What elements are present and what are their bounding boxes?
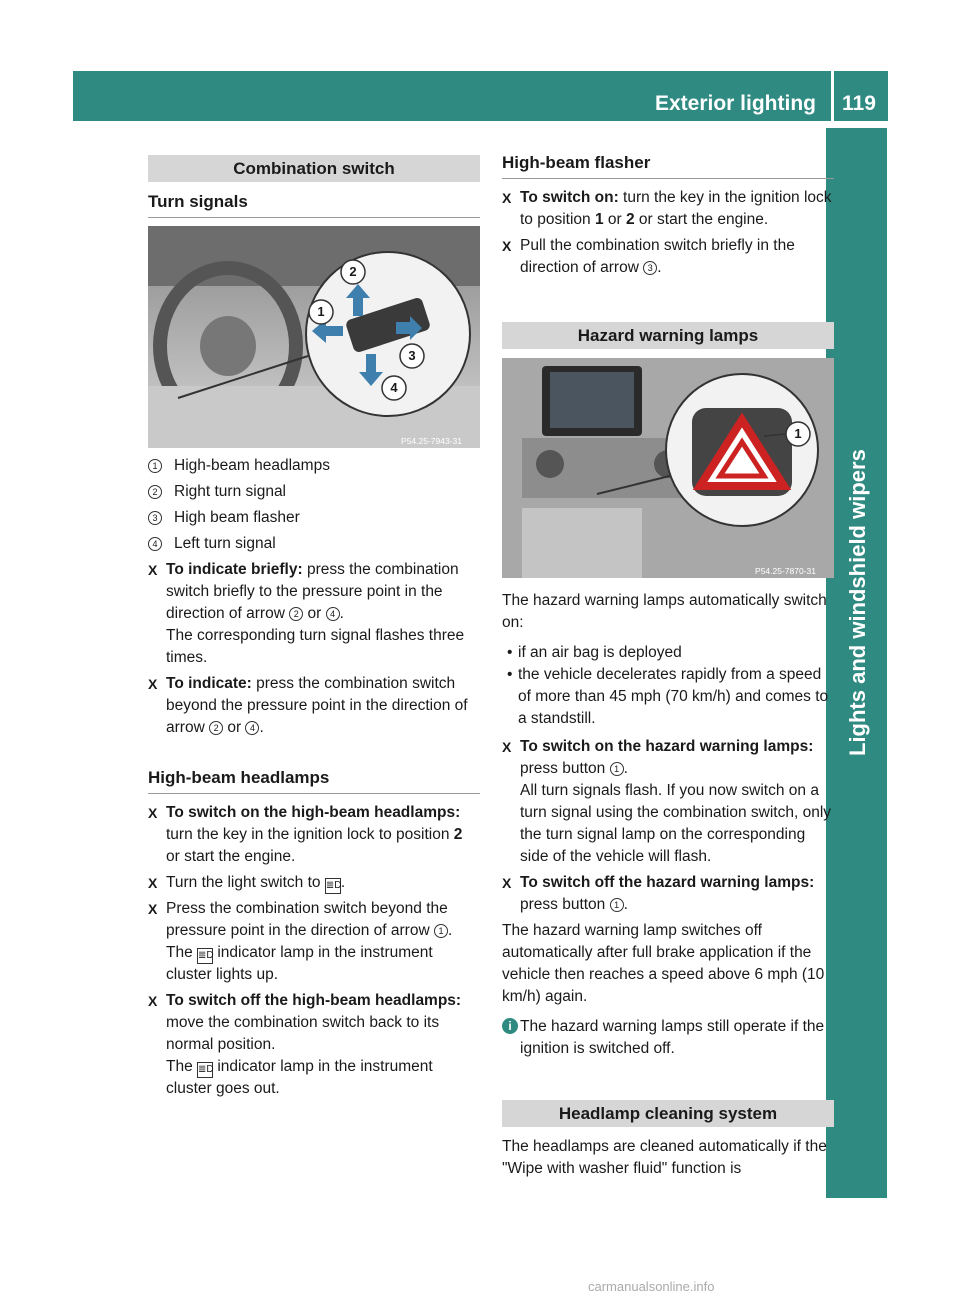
step-indicate: X To indicate: press the combination switch beyond the pressure point in the direction of arrow 2 or 4 . bbox=[148, 675, 468, 736]
hazard-intro: The hazard warning lamps automatically switch on: bbox=[502, 592, 827, 631]
step-switch-on-hazard: X To switch on the hazard warning lamps: press button 1 . All turn signals flash. If you now switch on a turn signal using the combination switch, only the turn signal lamp on the corresponding side of the vehicle will flash. bbox=[502, 738, 832, 865]
combination-switch-photo bbox=[148, 226, 480, 448]
step-pull-switch: X Pull the combination switch briefly in the direction of arrow 3 . bbox=[502, 237, 795, 276]
step-marker: X bbox=[148, 805, 158, 821]
flasher-steps bbox=[502, 187, 834, 283]
highbeam-symbol-icon: ≣D bbox=[325, 878, 341, 894]
image-code: P54.25-7943-31 bbox=[401, 436, 462, 446]
hazard-auto-off-paragraph: The hazard warning lamp switches off automatically after full brake application if the vehicle then reaches a speed above 6 mph (10 km/h) again. bbox=[502, 922, 825, 1005]
section-title-combination-switch: Combination switch bbox=[148, 155, 480, 182]
step-switch-off-highbeam: X To switch off the high-beam headlamps: move the combination switch back to its normal position. The ≣D indicator lamp in the instrument cluster goes out. bbox=[148, 992, 462, 1097]
legend-list bbox=[148, 455, 480, 743]
section-title-headlamp-cleaning: Headlamp cleaning system bbox=[502, 1100, 834, 1127]
subheading-high-beam-headlamps: High-beam headlamps bbox=[148, 766, 480, 794]
page-header-title: Exterior lighting bbox=[654, 92, 816, 115]
list-item: • if an air bag is deployed bbox=[507, 644, 682, 661]
step-press-switch: X Press the combination switch beyond the pressure point in the direction of arrow 1 . The ≣D indicator lamp in the instrument cluster lights up. bbox=[148, 900, 453, 983]
callout-4: 4 bbox=[390, 380, 398, 395]
hazard-button-photo bbox=[502, 358, 834, 578]
page-number: 119 bbox=[842, 92, 876, 115]
step-switch-off-hazard: X To switch off the hazard warning lamps: press button 1 . bbox=[502, 874, 815, 913]
step-turn-light-switch: X Turn the light switch to ≣D. bbox=[148, 872, 480, 894]
image-code: P54.25-7870-31 bbox=[755, 566, 816, 576]
header-separator bbox=[831, 71, 834, 121]
hazard-button-illustration bbox=[502, 358, 834, 578]
highbeam-steps bbox=[148, 802, 480, 1104]
legend-item: 4 Left turn signal bbox=[148, 533, 480, 555]
info-icon: i bbox=[502, 1018, 518, 1034]
subheading-turn-signals: Turn signals bbox=[148, 190, 480, 218]
legend-item: 3 High beam flasher bbox=[148, 507, 480, 529]
step-marker: X bbox=[148, 676, 158, 692]
side-tab-label: Lights and windshield wipers bbox=[845, 449, 870, 756]
list-item: • the vehicle decelerates rapidly from a speed of more than 45 mph (70 km/h) and comes to a standstill. bbox=[507, 666, 829, 727]
callout-3: 3 bbox=[408, 348, 416, 363]
cleaning-text: The headlamps are cleaned automatically if the "Wipe with washer fluid" function is bbox=[502, 1138, 827, 1177]
step-marker: X bbox=[148, 562, 158, 578]
step-marker: X bbox=[502, 875, 512, 891]
legend-item: 2 Right turn signal bbox=[148, 481, 480, 503]
step-marker: X bbox=[148, 993, 158, 1009]
step-marker: X bbox=[148, 901, 158, 917]
step-marker: X bbox=[502, 238, 512, 254]
step-switch-on: X To switch on: turn the key in the ignition lock to position 1 or 2 or start the engine. bbox=[502, 189, 832, 228]
highbeam-indicator-icon: ≣D bbox=[197, 948, 213, 964]
step-indicate-briefly: X To indicate briefly: press the combination switch briefly to the pressure point in the direction of arrow 2 or 4 . The corresponding turn signal flashes three times. bbox=[148, 561, 465, 666]
callout-1: 1 bbox=[794, 426, 802, 441]
callout-1: 1 bbox=[317, 304, 325, 319]
combination-switch-illustration bbox=[148, 226, 480, 448]
step-marker: X bbox=[502, 190, 512, 206]
watermark: carmanualsonline.info bbox=[588, 1279, 715, 1294]
subheading-high-beam-flasher: High-beam flasher bbox=[502, 151, 834, 179]
callout-2: 2 bbox=[349, 264, 357, 279]
highbeam-indicator-icon: ≣D bbox=[197, 1062, 213, 1078]
step-switch-on-highbeam: X To switch on the high-beam headlamps: turn the key in the ignition lock to position 2 or start the engine. bbox=[148, 804, 463, 865]
legend-item: 1 High-beam headlamps bbox=[148, 455, 480, 477]
hazard-text bbox=[502, 590, 834, 1060]
step-marker: X bbox=[502, 739, 512, 755]
section-title-hazard-warning-lamps: Hazard warning lamps bbox=[502, 322, 834, 349]
step-marker: X bbox=[148, 875, 158, 891]
info-note: i The hazard warning lamps still operate if the ignition is switched off. bbox=[502, 1016, 834, 1060]
